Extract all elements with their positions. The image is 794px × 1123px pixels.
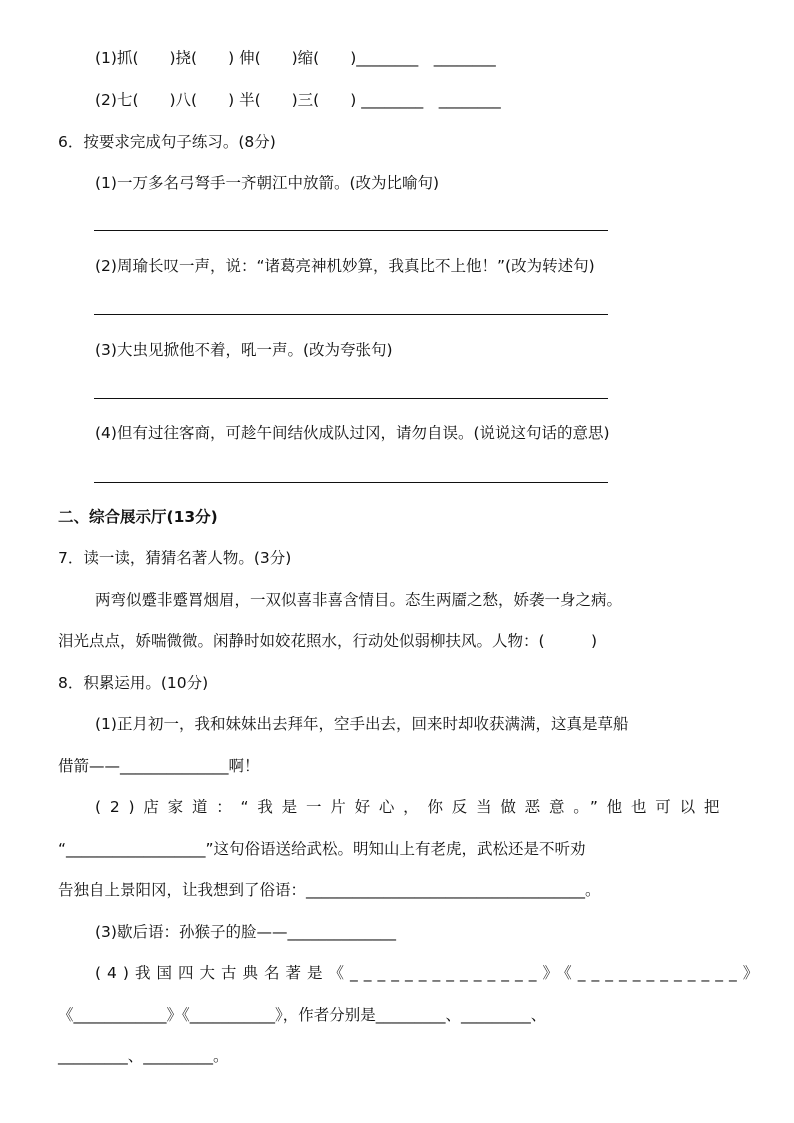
l06: (3)大虫见掀他不着，吼一声。(改为夸张句)	[95, 341, 393, 359]
l08: 二、综合展示厅(13分)	[58, 508, 218, 526]
l01: (1)抓( )挠( ) 伸( )缩( )________ ________	[95, 49, 496, 67]
answer-line-2[interactable]	[94, 314, 608, 315]
l10: 两弯似蹙非蹙罥烟眉，一双似喜非喜含情目。态生两靥之愁，娇袭一身之病。	[95, 591, 623, 609]
answer-line-3[interactable]	[94, 398, 608, 399]
l15: (2)店家道：“我是一片好心，你反当做恶意。”他也可以把	[95, 798, 729, 816]
l20: 《____________》《___________》，作者分别是_________、_________、	[58, 1006, 547, 1024]
l13: (1)正月初一，我和妹妹出去拜年，空手出去，回来时却收获满满，这真是草船	[95, 715, 629, 733]
answer-line-1[interactable]	[94, 230, 608, 231]
l09: 7．读一读，猜猜名著人物。(3分)	[58, 549, 292, 567]
l05: (2)周瑜长叹一声，说：“诸葛亮神机妙算，我真比不上他！”(改为转述句)	[95, 257, 595, 275]
l03: 6．按要求完成句子练习。(8分)	[58, 133, 276, 151]
answer-line-4[interactable]	[94, 482, 608, 483]
l04: (1)一万多名弓弩手一齐朝江中放箭。(改为比喻句)	[95, 174, 440, 192]
l21: _________、_________。	[58, 1047, 229, 1065]
l11: 泪光点点，娇喘微微。闲静时如姣花照水，行动处似弱柳扶风。人物：( )	[58, 632, 598, 650]
l14: 借箭——______________啊！	[58, 757, 260, 775]
l16: “__________________”这句俗语送给武松。明知山上有老虎，武松还是不听劝	[58, 840, 586, 858]
l18: (3)歇后语：孙猴子的脸——______________	[95, 923, 396, 941]
l19: (4)我国四大古典名著是《______________》《____________》	[95, 964, 765, 982]
l02: (2)七( )八( ) 半( )三( ) ________ ________	[95, 91, 501, 109]
l07: (4)但有过往客商，可趁午间结伙成队过冈，请勿自误。(说说这句话的意思)	[95, 424, 610, 442]
l17: 告独自上景阳冈，让我想到了俗语：____________________________________。	[58, 881, 601, 899]
l12: 8．积累运用。(10分)	[58, 674, 209, 692]
